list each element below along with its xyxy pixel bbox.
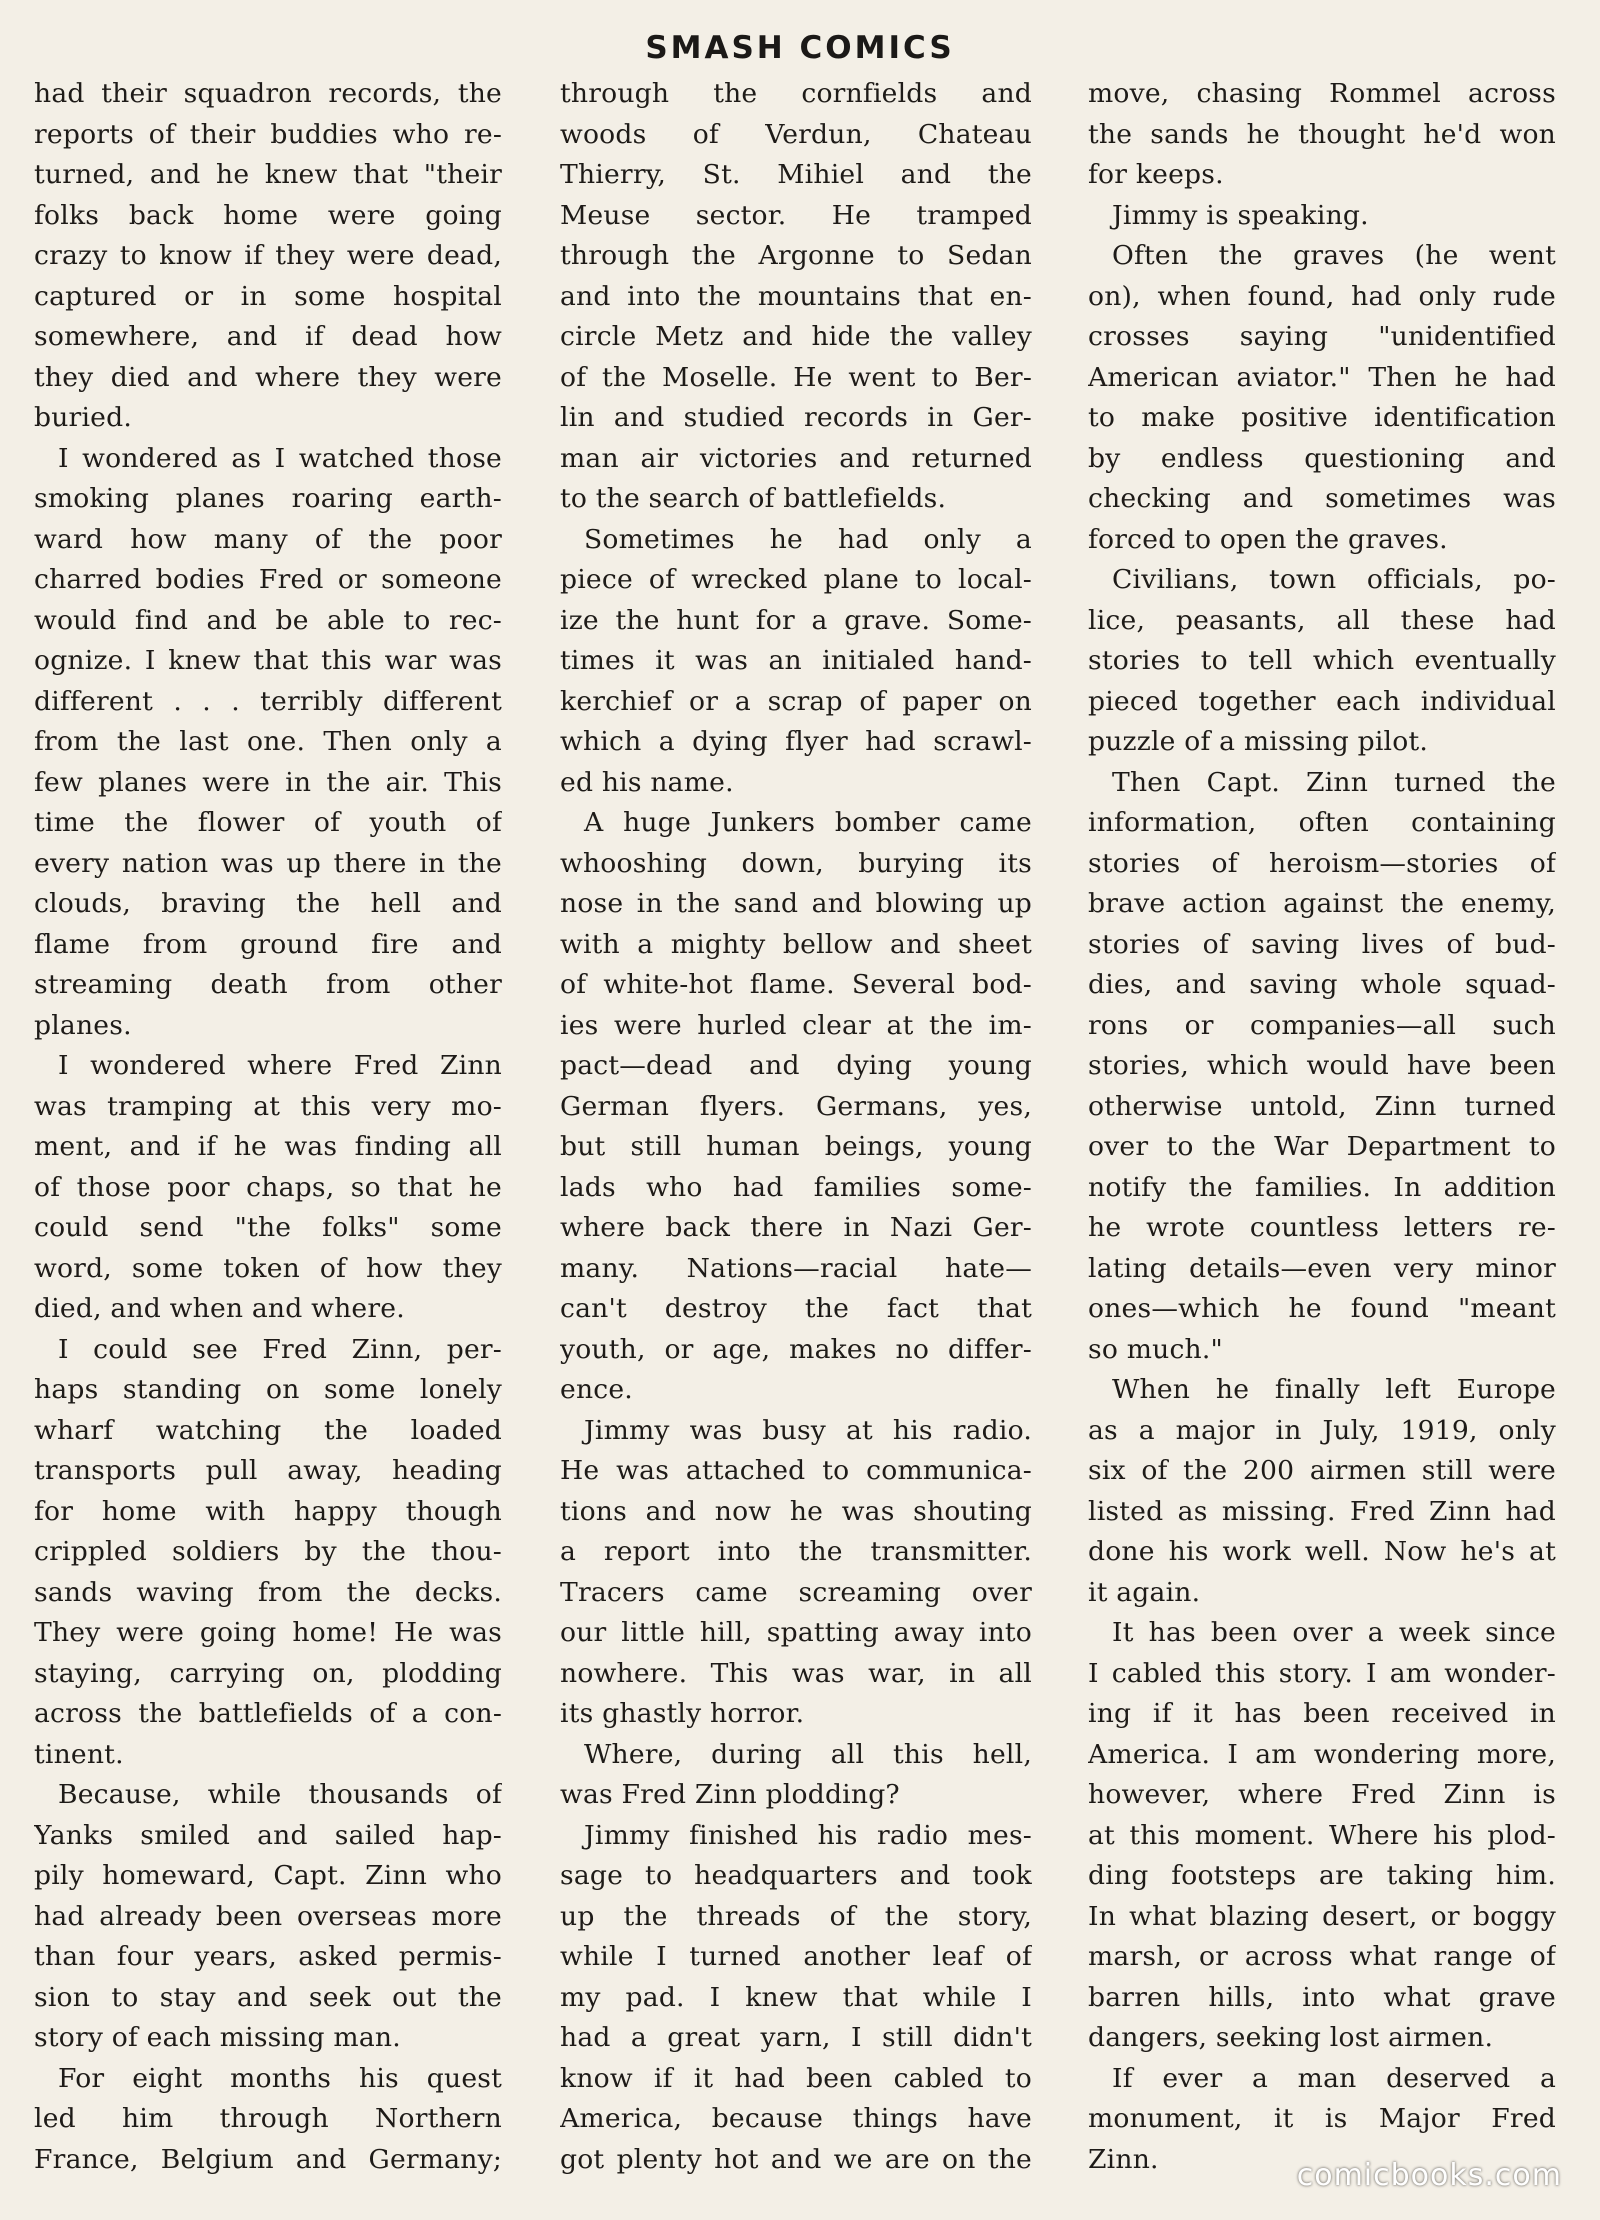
text-line: crippled soldiers by the thou- — [34, 1536, 502, 1567]
text-line: ize the hunt for a grave. Some- — [560, 604, 1032, 636]
text-line: from the last one. Then only a — [34, 726, 502, 757]
text-line: dangers, seeking lost airmen. — [1088, 2022, 1494, 2053]
text-line: ies were hurled clear at the im- — [560, 1009, 1032, 1041]
text-line: to make positive identification — [1088, 402, 1556, 433]
text-line: I wondered where Fred Zinn — [58, 1050, 502, 1081]
text-line: our little hill, spatting away into — [560, 1617, 1032, 1648]
text-line: led him through Northern — [34, 2103, 502, 2134]
watermark-text: comicbooks.com — [1296, 2158, 1562, 2193]
text-line: of the Moselle. He went to Ber- — [560, 361, 1032, 393]
text-line: lads who had families some- — [560, 1171, 1032, 1203]
text-line: ment, and if he was finding all — [34, 1131, 502, 1162]
text-line: pieced together each individual — [1088, 685, 1556, 717]
text-line: had already been overseas more — [34, 1900, 502, 1932]
text-line: ding footsteps are taking him. — [1088, 1860, 1556, 1891]
text-line: woods of Verdun, Chateau — [560, 118, 1032, 150]
text-line: monument, it is Major Fred — [1088, 2103, 1556, 2134]
text-line: where back there in Nazi Ger- — [560, 1212, 1032, 1243]
text-line: If ever a man deserved a — [1112, 2062, 1556, 2094]
text-line: across the battlefields of a con- — [34, 1698, 502, 1729]
text-line: tions and now he was shouting — [560, 1495, 1032, 1527]
text-line: would find and be able to rec- — [34, 604, 502, 636]
text-line: streaming death from other — [34, 969, 502, 1000]
text-line: crazy to know if they were dead, — [34, 240, 502, 271]
text-line: but still human beings, young — [560, 1131, 1032, 1162]
text-line: had a great yarn, I still didn't — [560, 2022, 1032, 2053]
text-line: time the flower of youth of — [34, 807, 502, 838]
text-line: turned, and he knew that "their — [34, 159, 502, 190]
text-line: pact—dead and dying young — [560, 1050, 1032, 1081]
text-line: Zinn. — [1088, 2143, 1159, 2175]
text-line: of white-hot flame. Several bod- — [560, 969, 1032, 1000]
text-line: information, often containing — [1088, 807, 1556, 838]
text-line: smoking planes roaring earth- — [34, 483, 502, 514]
text-line: than four years, asked permis- — [34, 1941, 502, 1972]
text-line: kerchief or a scrap of paper on — [560, 685, 1032, 717]
text-line: haps standing on some lonely — [34, 1374, 502, 1405]
page-header-title: SMASH COMICS — [645, 30, 955, 66]
text-line: as a major in July, 1919, only — [1088, 1414, 1556, 1446]
text-line: Jimmy was busy at his radio. — [584, 1414, 1032, 1446]
text-line: for home with happy though — [34, 1495, 502, 1527]
text-line: and into the mountains that en- — [560, 280, 1032, 312]
text-line: the sands he thought he'd won — [1088, 118, 1556, 150]
text-line: piece of wrecked plane to local- — [560, 564, 1032, 595]
text-line: sands waving from the decks. — [34, 1576, 502, 1608]
text-line: France, Belgium and Germany; — [34, 2143, 502, 2175]
text-line: listed as missing. Fred Zinn had — [1088, 1495, 1556, 1527]
text-line: which a dying flyer had scrawl- — [560, 726, 1032, 757]
text-line: its ghastly horror. — [560, 1698, 805, 1729]
text-column-3 — [1088, 74, 1556, 2180]
text-line: He was attached to communica- — [560, 1455, 1032, 1486]
text-line: ward how many of the poor — [34, 523, 502, 555]
text-line: on), when found, had only rude — [1088, 280, 1556, 312]
text-line: through the Argonne to Sedan — [560, 240, 1032, 271]
text-line: circle Metz and hide the valley — [560, 321, 1032, 352]
text-line: reports of their buddies who re- — [34, 118, 502, 150]
text-line: For eight months his quest — [58, 2062, 502, 2094]
text-line: lin and studied records in Ger- — [560, 402, 1032, 433]
text-line: ed his name. — [560, 766, 734, 798]
text-line: Often the graves (he went — [1112, 240, 1556, 271]
text-line: youth, or age, makes no differ- — [560, 1333, 1032, 1365]
text-line: ognize. I knew that this war was — [34, 645, 502, 676]
text-line: charred bodies Fred or someone — [34, 564, 502, 595]
text-line: ing if it has been received in — [1088, 1698, 1556, 1729]
text-line: had their squadron records, the — [34, 78, 502, 109]
text-line: however, where Fred Zinn is — [1088, 1779, 1556, 1810]
text-line: through the cornfields and — [560, 78, 1032, 109]
text-line: stories to tell which eventually — [1088, 645, 1556, 676]
text-line: Because, while thousands of — [58, 1779, 502, 1810]
text-line: pily homeward, Capt. Zinn who — [34, 1860, 502, 1891]
text-line: A huge Junkers bomber came — [584, 807, 1032, 838]
text-line: stories of saving lives of bud- — [1088, 928, 1556, 960]
text-line: nowhere. This was war, in all — [560, 1657, 1032, 1689]
text-line: American aviator." Then he had — [1088, 361, 1556, 393]
text-line: got plenty hot and we are on the — [560, 2143, 1032, 2175]
text-line: I could see Fred Zinn, per- — [58, 1333, 502, 1365]
text-line: Civilians, town officials, po- — [1112, 564, 1556, 595]
text-line: sage to headquarters and took — [560, 1860, 1032, 1891]
text-line: They were going home! He was — [34, 1617, 502, 1648]
text-line: flame from ground fire and — [34, 928, 502, 960]
text-line: six of the 200 airmen still were — [1088, 1455, 1556, 1486]
text-line: Thierry, St. Mihiel and the — [560, 159, 1032, 190]
text-line: brave action against the enemy, — [1088, 888, 1556, 919]
text-line: was Fred Zinn plodding? — [560, 1779, 900, 1810]
text-line: forced to open the graves. — [1088, 523, 1448, 555]
text-line: stories of heroism—stories of — [1088, 847, 1556, 879]
text-line: lating details—even very minor — [1088, 1252, 1556, 1284]
text-line: clouds, braving the hell and — [34, 888, 502, 919]
text-line: Sometimes he had only a — [584, 523, 1032, 555]
text-line: wharf watching the loaded — [34, 1414, 502, 1446]
text-line: Meuse sector. He tramped — [560, 199, 1032, 231]
text-line: he wrote countless letters re- — [1088, 1212, 1556, 1243]
text-line: I cabled this story. I am wonder- — [1088, 1657, 1556, 1689]
text-line: for keeps. — [1088, 159, 1224, 190]
text-line: my pad. I knew that while I — [560, 1981, 1032, 2013]
text-line: I wondered as I watched those — [58, 442, 502, 474]
text-line: Where, during all this hell, — [584, 1738, 1032, 1770]
text-line: times it was an initialed hand- — [560, 645, 1032, 676]
text-line: many. Nations—racial hate— — [560, 1252, 1032, 1284]
text-line: know if it had been cabled to — [560, 2062, 1032, 2094]
text-line: every nation was up there in the — [34, 847, 502, 879]
text-line: notify the families. In addition — [1088, 1171, 1556, 1203]
text-line: checking and sometimes was — [1088, 483, 1556, 514]
text-line: transports pull away, heading — [34, 1455, 502, 1486]
text-line: by endless questioning and — [1088, 442, 1556, 474]
text-line: When he finally left Europe — [1112, 1374, 1556, 1405]
text-line: while I turned another leaf of — [560, 1941, 1032, 1972]
text-line: done his work well. Now he's at — [1088, 1536, 1556, 1567]
text-line: otherwise untold, Zinn turned — [1088, 1090, 1556, 1122]
text-line: In what blazing desert, or boggy — [1088, 1900, 1556, 1932]
text-line: man air victories and returned — [560, 442, 1032, 474]
text-line: somewhere, and if dead how — [34, 321, 502, 352]
text-line: whooshing down, burying its — [560, 847, 1032, 879]
text-line: Yanks smiled and sailed hap- — [34, 1819, 502, 1851]
text-line: captured or in some hospital — [34, 280, 502, 312]
text-line: move, chasing Rommel across — [1088, 78, 1556, 109]
text-line: Jimmy is speaking. — [1112, 199, 1369, 231]
text-line: story of each missing man. — [34, 2022, 401, 2053]
text-line: so much." — [1088, 1333, 1223, 1365]
text-line: to the search of battlefields. — [560, 483, 947, 514]
text-line: staying, carrying on, plodding — [34, 1657, 502, 1689]
text-line: stories, which would have been — [1088, 1050, 1556, 1081]
text-column-1 — [34, 74, 502, 2180]
text-line: It has been over a week since — [1112, 1617, 1556, 1648]
text-line: tinent. — [34, 1738, 124, 1770]
text-line: different . . . terribly different — [34, 685, 502, 717]
text-line: with a mighty bellow and sheet — [560, 928, 1032, 960]
text-line: Then Capt. Zinn turned the — [1112, 766, 1556, 798]
text-line: German flyers. Germans, yes, — [560, 1090, 1032, 1122]
text-line: folks back home were going — [34, 199, 502, 231]
text-line: it again. — [1088, 1576, 1201, 1608]
text-line: puzzle of a missing pilot. — [1088, 726, 1428, 757]
text-line: Jimmy finished his radio mes- — [584, 1819, 1032, 1851]
text-line: a report into the transmitter. — [560, 1536, 1032, 1567]
text-line: died, and when and where. — [34, 1293, 405, 1324]
text-line: at this moment. Where his plod- — [1088, 1819, 1556, 1851]
text-line: marsh, or across what range of — [1088, 1941, 1556, 1972]
text-line: planes. — [34, 1009, 132, 1041]
text-line: buried. — [34, 402, 132, 433]
text-line: was tramping at this very mo- — [34, 1090, 502, 1122]
text-line: up the threads of the story, — [560, 1900, 1032, 1932]
text-line: could send "the folks" some — [34, 1212, 502, 1243]
text-line: over to the War Department to — [1088, 1131, 1556, 1162]
text-line: sion to stay and seek out the — [34, 1981, 502, 2013]
text-line: dies, and saving whole squad- — [1088, 969, 1556, 1000]
text-line: ones—which he found "meant — [1088, 1293, 1556, 1324]
text-line: America. I am wondering more, — [1088, 1738, 1556, 1770]
text-line: America, because things have — [560, 2103, 1032, 2134]
text-line: lice, peasants, all these had — [1088, 604, 1556, 636]
text-line: rons or companies—all such — [1088, 1009, 1556, 1041]
text-line: of those poor chaps, so that he — [34, 1171, 502, 1203]
text-column-2 — [560, 74, 1032, 2180]
text-line: Tracers came screaming over — [560, 1576, 1032, 1608]
text-line: nose in the sand and blowing up — [560, 888, 1032, 919]
text-line: can't destroy the fact that — [560, 1293, 1032, 1324]
text-line: crosses saying "unidentified — [1088, 321, 1556, 352]
text-line: ence. — [560, 1374, 633, 1405]
text-line: barren hills, into what grave — [1088, 1981, 1556, 2013]
text-line: word, some token of how they — [34, 1252, 502, 1284]
text-line: few planes were in the air. This — [34, 766, 502, 798]
text-line: they died and where they were — [34, 361, 502, 393]
